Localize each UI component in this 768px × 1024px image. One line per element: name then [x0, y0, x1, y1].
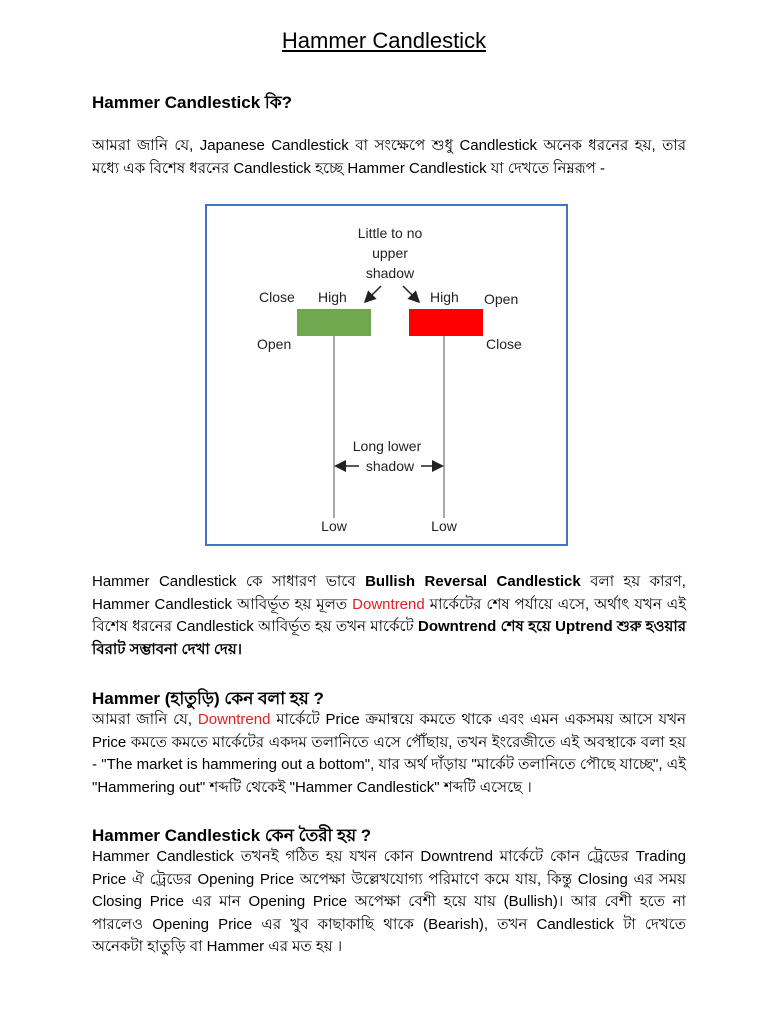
section-heading-what-is: Hammer Candlestick কি? — [92, 93, 293, 112]
hammer-candlestick-diagram — [205, 204, 568, 546]
text-run: মার্কেটে Price ক্রমান্বয়ে কমতে থাকে এবং এমন একসময় আসে যখন Price কমতে কমতে মার্কেটের একদম তলানিতে এসে পৌঁছায়, তখন ইংরেজীতে এই অবস্থাকে বলা হয় - "The market is hammering out a bottom", যার অর্থ দাঁড়ায় "মার্কেট তলানিতে পৌছে যাচ্ছে", এই "Hammering out" শব্দটি থেকেই "Hammer Candlestick" শব্দটি এসেছে । — [92, 711, 686, 796]
highlight-downtrend: Downtrend — [197, 711, 271, 728]
text-run: Hammer Candlestick কে সাধারণ ভাবে — [92, 573, 366, 590]
upper-shadow-label-line1: Little to no — [357, 225, 423, 241]
document-title: Hammer Candlestick — [281, 28, 487, 53]
long-lower-label: Long lower — [352, 438, 422, 454]
left-high-label: High — [318, 289, 347, 305]
bullish-candle-body — [297, 309, 371, 336]
bullish-reversal-paragraph — [92, 571, 686, 661]
left-open-label: Open — [257, 336, 292, 352]
long-lower-shadow-label: shadow — [365, 458, 415, 474]
text-run: বলা হয় কারণ, Hammer Candlestick আবির্ভূত হয় মূলত — [92, 573, 686, 613]
right-close-label: Close — [486, 336, 522, 352]
left-close-label: Close — [259, 289, 295, 305]
text-run: মার্কেটের শেষ পর্যায়ে এসে, অর্থাৎ যখন এই বিশেষ ধরনের Candlestick আবির্ভূত হয় তখন মার্কেটে — [92, 595, 686, 635]
upper-shadow-label-line3: shadow — [365, 265, 415, 281]
right-low-label: Low — [431, 518, 457, 534]
upper-shadow-label-line2: upper — [372, 245, 408, 261]
arrow-to-left-high — [366, 286, 381, 301]
bold-uptrend-sentence: Downtrend শেষ হয়ে Uptrend শুরু হওয়ার বিরাট সম্ভাবনা দেখা দেয়। — [92, 618, 686, 658]
how-formed-paragraph: Hammer Candlestick তখনই গঠিত হয় যখন কোন Downtrend মার্কেটে কোন ট্রেডের Trading Price ঐ ট্রেডের Opening Price অপেক্ষা উল্লেখযোগ্য পরিমাণে কমে যায়, কিন্তু Closing এর সময় Closing Price এর মান Opening Price অপেক্ষা বেশী হয়ে যায় (Bullish)। আর বেশী হতে না পারলেও Opening Price এর খুব কাছাকাছি থাকে (Bearish), তখন Candlestick টা দেখতে অনেকটা হাতুড়ি বা Hammer এর মত হয় । — [92, 848, 686, 955]
right-open-label: Open — [484, 291, 519, 307]
bearish-candle-body — [409, 309, 483, 336]
section-heading-how-formed: Hammer Candlestick কেন তৈরী হয় ? — [92, 826, 372, 845]
arrow-to-right-high — [403, 286, 418, 301]
text-run: আমরা জানি যে, — [92, 711, 198, 728]
diagram-canvas — [207, 206, 570, 548]
right-high-label: High — [430, 289, 459, 305]
left-low-label: Low — [321, 518, 347, 534]
intro-paragraph: আমরা জানি যে, Japanese Candlestick বা সংক্ষেপে শুধু Candlestick অনেক ধরনের হয়, তার মধ্যে এক বিশেষ ধরনের Candlestick হচ্ছে Hammer Candlestick যা দেখতে নিম্নরূপ - — [92, 137, 686, 177]
why-hammer-paragraph — [92, 709, 686, 799]
highlight-downtrend: Downtrend — [352, 595, 425, 613]
bold-term-bullish-reversal: Bullish Reversal Candlestick — [365, 573, 581, 590]
section-heading-why-hammer: Hammer (হাতুড়ি) কেন বলা হয় ? — [92, 689, 324, 708]
